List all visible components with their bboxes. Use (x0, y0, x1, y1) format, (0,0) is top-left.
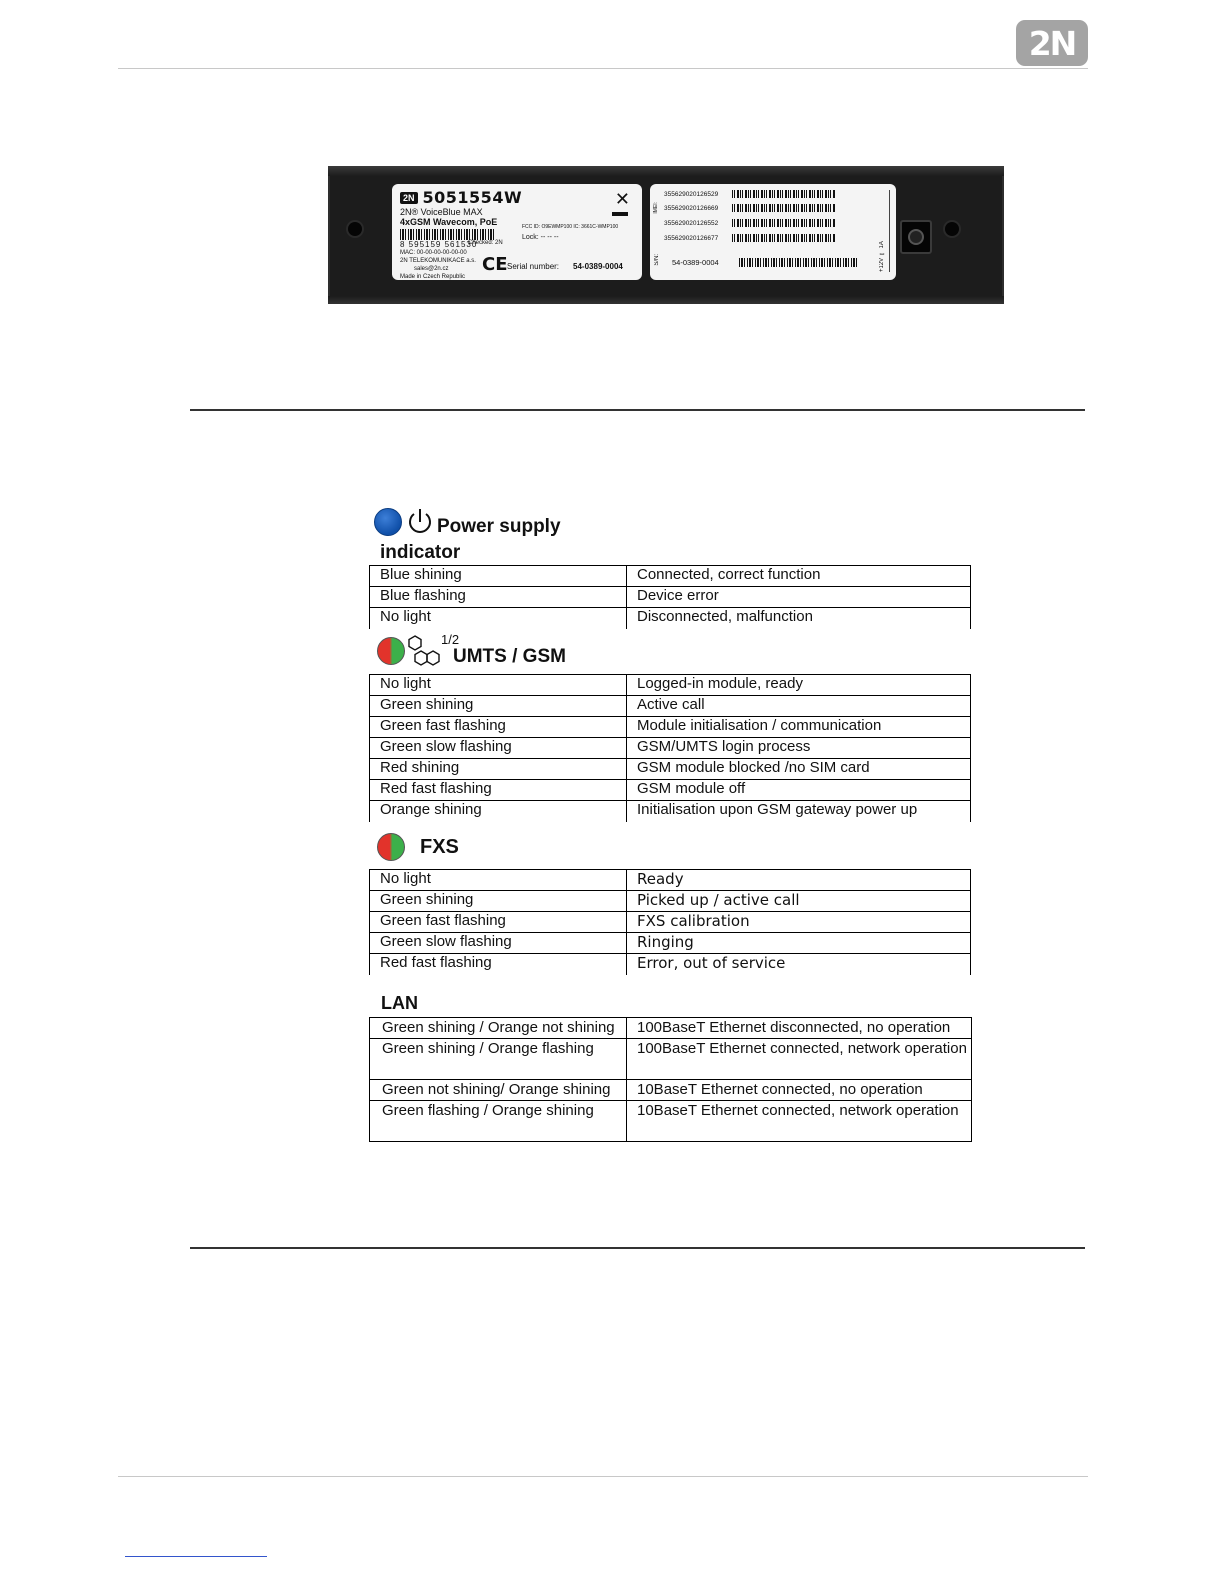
imei-side-label: IMEI: (653, 202, 659, 214)
power-led-table (369, 565, 971, 629)
label-serial: Serial number: 54-0389-0004 (507, 262, 623, 271)
table-row: Green shining Picked up / active call (370, 891, 971, 912)
sn-row: 54-0389-0004 (672, 258, 859, 267)
section-divider (190, 409, 1085, 411)
label-fcc: FCC ID: O9EWMP100 IC: 3661C-WMP100 (522, 224, 619, 230)
label-variant: 4xGSM Wavecom, PoE (400, 217, 498, 227)
ce-mark-icon: CE (482, 254, 508, 275)
imei-row: 355629020126552 (664, 219, 836, 227)
imei-row: 355629020126677 (664, 234, 836, 242)
table-row: Green shining Active call (370, 696, 971, 717)
weee-bin-icon: ✕ (614, 189, 630, 209)
fxs-section-heading (377, 833, 459, 861)
brand-logo (1016, 20, 1088, 66)
label-checked: Checked: 2N (468, 240, 503, 246)
table-row: No light Logged-in module, ready (370, 675, 971, 696)
umts-section-heading (377, 634, 566, 668)
brand-logo-text: 2N (1028, 23, 1076, 63)
table-row: Green flashing / Orange shining 10BaseT Ethernet connected, network operation (370, 1101, 972, 1142)
label-origin: Made in Czech Republic (400, 274, 466, 280)
table-row: Red fast flashing GSM module off (370, 780, 971, 801)
product-label (392, 184, 642, 280)
label-product-name: 2N® VoiceBlue MAX (400, 207, 483, 217)
red-green-led-icon (377, 833, 405, 861)
imei-row: 355629020126669 (664, 204, 836, 212)
imei-row: 355629020126529 (664, 190, 836, 198)
lan-led-table (369, 1017, 972, 1142)
table-row: No light Ready (370, 870, 971, 891)
table-row: Green shining / Orange not shining 100BaseT Ethernet disconnected, no operation (370, 1018, 972, 1039)
fxs-section-title: FXS (420, 835, 459, 858)
power-section-title: Power supply (437, 516, 561, 537)
red-green-led-icon (377, 637, 405, 665)
umts-superscript: 1/2 (441, 632, 460, 647)
label-lock: Lock: -- -- -- (522, 234, 559, 241)
umts-led-table (369, 674, 971, 822)
label-model-number: 5051554W (422, 188, 523, 207)
table-row: Orange shining Initialisation upon GSM gateway power up (370, 801, 971, 822)
lan-section-title: LAN (381, 993, 418, 1013)
power-section-title-cont: indicator (380, 542, 461, 563)
blue-led-icon (374, 508, 402, 536)
umts-section-title: UMTS / GSM (453, 646, 566, 667)
gsm-module-icon (407, 634, 443, 668)
label-mac: MAC: 00-00-00-00-00-00 (400, 250, 467, 256)
power-jack (900, 220, 932, 254)
table-row: Green fast flashing Module initialisation / communication (370, 717, 971, 738)
power-icon (405, 506, 435, 538)
fxs-led-table (369, 869, 971, 975)
table-row: Red shining GSM module blocked /no SIM card (370, 759, 971, 780)
sn-side-label: S/N: (654, 254, 660, 266)
table-row: Green shining / Orange flashing 100BaseT Ethernet connected, network operation (370, 1039, 972, 1080)
table-row: Green fast flashing FXS calibration (370, 912, 971, 933)
device-back-panel-image (328, 166, 1004, 304)
label-barcode (400, 229, 496, 240)
imei-label (650, 184, 896, 280)
footer-link-underline[interactable] (125, 1556, 267, 1557)
label-company: 2N TELEKOMUNIKACE a.s. (400, 258, 476, 264)
table-row: Blue flashing Device error (370, 587, 971, 608)
table-row: No light Disconnected, malfunction (370, 608, 971, 629)
mounting-hole-left (348, 222, 362, 236)
header-divider (118, 68, 1088, 69)
table-row: Blue shining Connected, correct function (370, 566, 971, 587)
table-row: Green slow flashing GSM/UMTS login process (370, 738, 971, 759)
label-ean: 8 595159 561530 (400, 240, 478, 249)
lan-section-heading (381, 993, 418, 1014)
power-rating-marking: +12V ⎓ 1A (878, 190, 890, 272)
label-2n-badge: 2N (400, 192, 418, 204)
footer-divider (118, 1476, 1088, 1477)
power-section-heading (374, 506, 561, 538)
table-row: Green not shining/ Orange shining 10BaseT Ethernet connected, no operation (370, 1080, 972, 1101)
mounting-hole-right (945, 222, 959, 236)
section-divider (190, 1247, 1085, 1249)
table-row: Green slow flashing Ringing (370, 933, 971, 954)
table-row: Red fast flashing Error, out of service (370, 954, 971, 975)
label-email: sales@2n.cz (414, 266, 449, 272)
